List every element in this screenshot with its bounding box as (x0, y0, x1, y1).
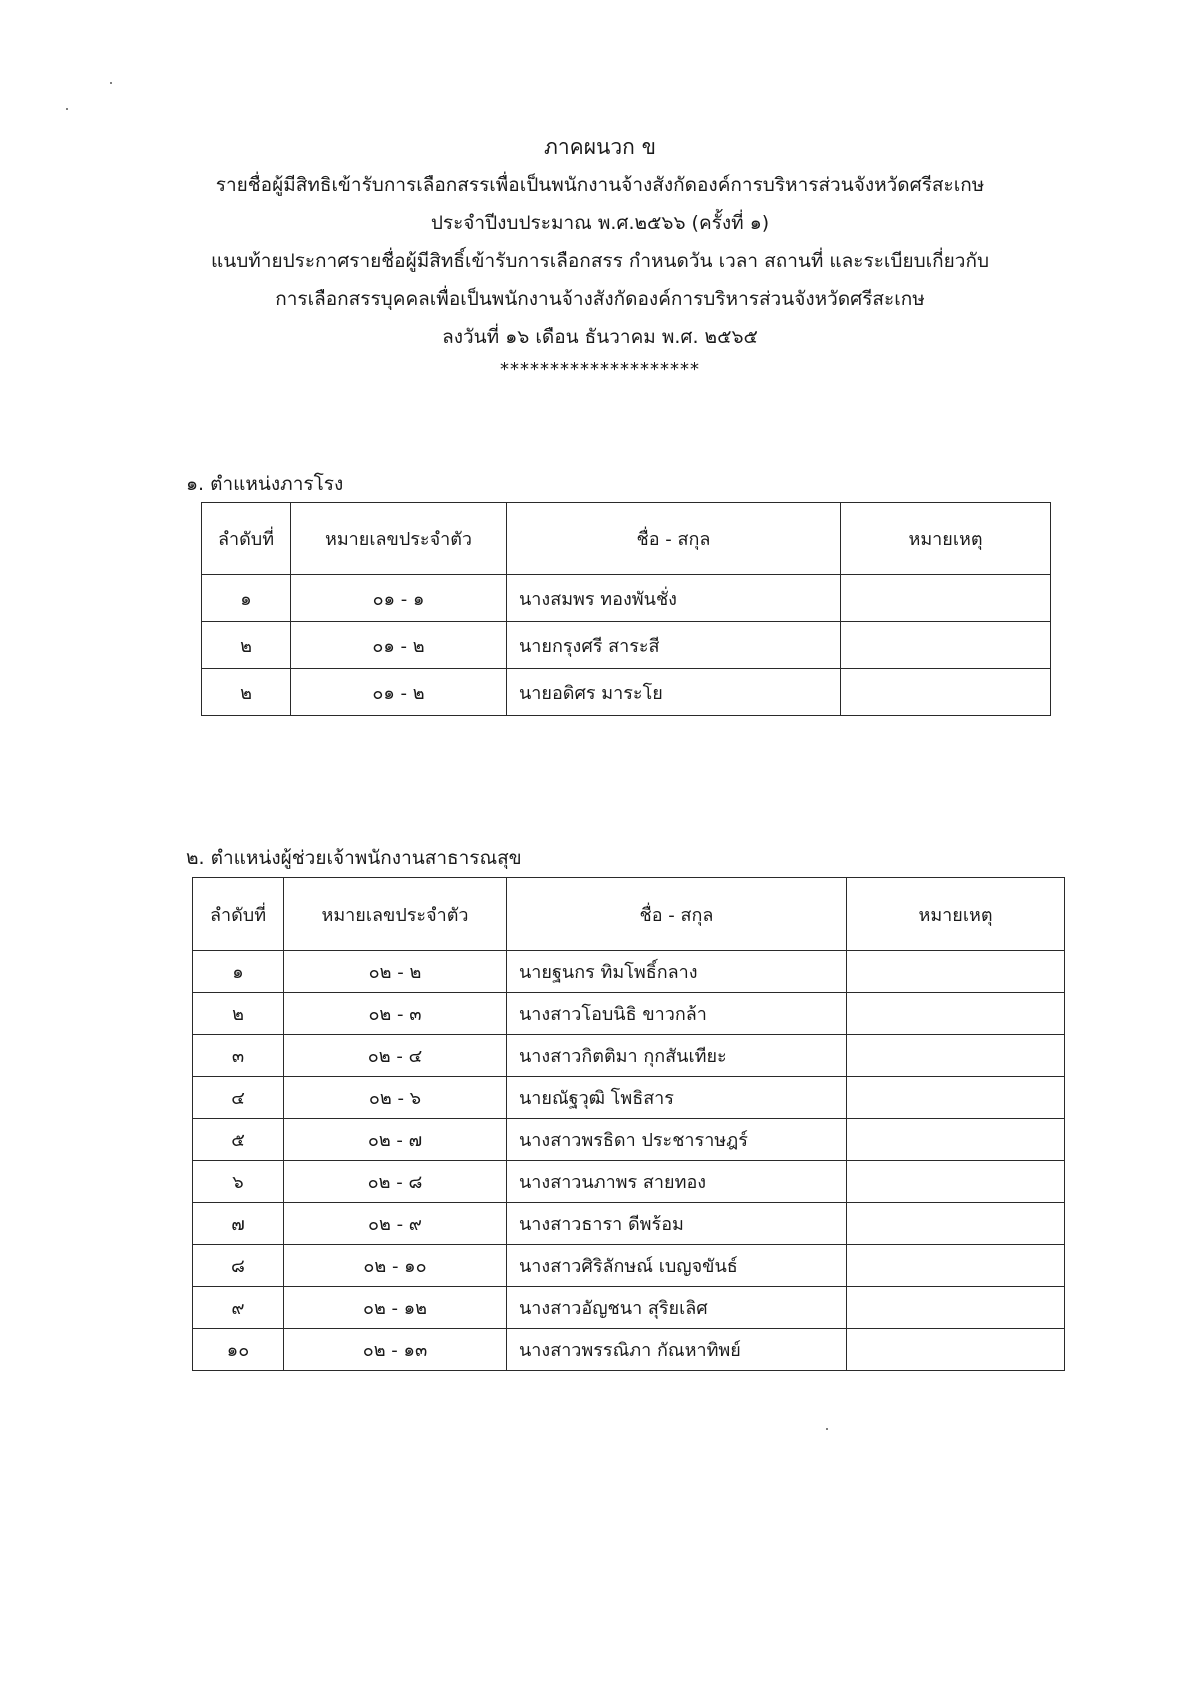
cell-id: ๐๒ - ๓ (284, 993, 507, 1035)
header-line-3: แนบท้ายประกาศรายชื่อผู้มีสิทธิ์เข้ารับการเลือกสรร กำหนดวัน เวลา สถานที่ และระเบียบเกี่ยวกับ (210, 250, 990, 272)
cell-order: ๘ (193, 1245, 284, 1287)
cell-note (847, 1287, 1065, 1329)
header-date-line: ลงวันที่ ๑๖ เดือน ธันวาคม พ.ศ. ๒๕๖๕ (442, 326, 758, 348)
table-row (193, 1245, 1065, 1287)
column-header-order: ลำดับที่ (202, 503, 291, 575)
cell-order: ๓ (193, 1035, 284, 1077)
cell-id: ๐๒ - ๑๒ (284, 1287, 507, 1329)
section-2-table (192, 877, 1065, 1371)
section-2-title: ๒. ตำแหน่งผู้ช่วยเจ้าพนักงานสาธารณสุข (186, 847, 522, 869)
scan-speck (826, 1428, 828, 1430)
cell-name: นางสาวอัญชนา สุริยเลิศ (507, 1287, 847, 1329)
header-divider-stars: ******************** (500, 359, 700, 380)
cell-name: นางสาวพรรณิภา กัณหาทิพย์ (507, 1329, 847, 1371)
table-row (193, 993, 1065, 1035)
table-row (193, 1077, 1065, 1119)
table-row (193, 1287, 1065, 1329)
column-header-order: ลำดับที่ (193, 878, 284, 951)
cell-order: ๗ (193, 1203, 284, 1245)
column-header-name: ชื่อ - สกุล (507, 503, 841, 575)
table-row (193, 1035, 1065, 1077)
table-row (193, 1329, 1065, 1371)
header-line-1: รายชื่อผู้มีสิทธิเข้ารับการเลือกสรรเพื่อเป็นพนักงานจ้างสังกัดองค์การบริหารส่วนจังหวัดศรีสะเกษ (215, 174, 985, 196)
cell-id: ๐๑ - ๒ (291, 622, 507, 669)
cell-name: นายณัฐวุฒิ โพธิสาร (507, 1077, 847, 1119)
cell-order: ๑๐ (193, 1329, 284, 1371)
header-line-4: การเลือกสรรบุคคลเพื่อเป็นพนักงานจ้างสังกัดองค์การบริหารส่วนจังหวัดศรีสะเกษ (275, 288, 925, 310)
cell-note (847, 1161, 1065, 1203)
table-row (202, 622, 1051, 669)
cell-order: ๖ (193, 1161, 284, 1203)
cell-order: ๑ (202, 575, 291, 622)
cell-note (841, 669, 1051, 716)
cell-name: นายกรุงศรี สาระสี (507, 622, 841, 669)
cell-name: นายอดิศร มาระโย (507, 669, 841, 716)
table-row (193, 1161, 1065, 1203)
header-line-2: ประจำปีงบประมาณ พ.ศ.๒๕๖๖ (ครั้งที่ ๑) (430, 212, 770, 234)
cell-id: ๐๒ - ๔ (284, 1035, 507, 1077)
cell-name: นางสาวโอบนิธิ ขาวกล้า (507, 993, 847, 1035)
section-1-table (201, 502, 1051, 716)
cell-order: ๒ (202, 669, 291, 716)
document-header (0, 128, 1200, 384)
cell-note (847, 1077, 1065, 1119)
cell-note (847, 993, 1065, 1035)
table-row (202, 669, 1051, 716)
cell-order: ๙ (193, 1287, 284, 1329)
cell-order: ๒ (193, 993, 284, 1035)
cell-name: นางสาวศิริลักษณ์ เบญจขันธ์ (507, 1245, 847, 1287)
cell-name: นางสาวพรธิดา ประชาราษฎร์ (507, 1119, 847, 1161)
cell-id: ๐๒ - ๙ (284, 1203, 507, 1245)
cell-order: ๔ (193, 1077, 284, 1119)
cell-note (841, 622, 1051, 669)
cell-order: ๕ (193, 1119, 284, 1161)
table-row (202, 575, 1051, 622)
column-header-id: หมายเลขประจำตัว (284, 878, 507, 951)
table-header-row (202, 503, 1051, 575)
cell-id: ๐๑ - ๒ (291, 669, 507, 716)
table-row (193, 951, 1065, 993)
cell-order: ๒ (202, 622, 291, 669)
cell-note (847, 1245, 1065, 1287)
table-row (193, 1119, 1065, 1161)
cell-name: นางสาวกิตติมา กุกสันเทียะ (507, 1035, 847, 1077)
cell-order: ๑ (193, 951, 284, 993)
table-row (193, 1203, 1065, 1245)
column-header-id: หมายเลขประจำตัว (291, 503, 507, 575)
cell-id: ๐๒ - ๘ (284, 1161, 507, 1203)
cell-note (847, 951, 1065, 993)
cell-name: นางสาวนภาพร สายทอง (507, 1161, 847, 1203)
cell-name: นางสมพร ทองพันชั่ง (507, 575, 841, 622)
cell-note (847, 1119, 1065, 1161)
cell-name: นายฐนกร ทิมโพธิ์กลาง (507, 951, 847, 993)
column-header-note: หมายเหตุ (847, 878, 1065, 951)
appendix-title: ภาคผนวก ข (544, 135, 656, 159)
cell-note (847, 1035, 1065, 1077)
scan-speck (66, 108, 68, 110)
cell-id: ๐๒ - ๗ (284, 1119, 507, 1161)
cell-note (841, 575, 1051, 622)
cell-id: ๐๑ - ๑ (291, 575, 507, 622)
table-header-row (193, 878, 1065, 951)
cell-name: นางสาวธารา ดีพร้อม (507, 1203, 847, 1245)
cell-id: ๐๒ - ๒ (284, 951, 507, 993)
column-header-name: ชื่อ - สกุล (507, 878, 847, 951)
scan-speck (110, 82, 112, 84)
column-header-note: หมายเหตุ (841, 503, 1051, 575)
cell-id: ๐๒ - ๖ (284, 1077, 507, 1119)
section-1-title: ๑. ตำแหน่งภารโรง (186, 473, 344, 495)
cell-id: ๐๒ - ๑๐ (284, 1245, 507, 1287)
cell-id: ๐๒ - ๑๓ (284, 1329, 507, 1371)
cell-note (847, 1203, 1065, 1245)
cell-note (847, 1329, 1065, 1371)
